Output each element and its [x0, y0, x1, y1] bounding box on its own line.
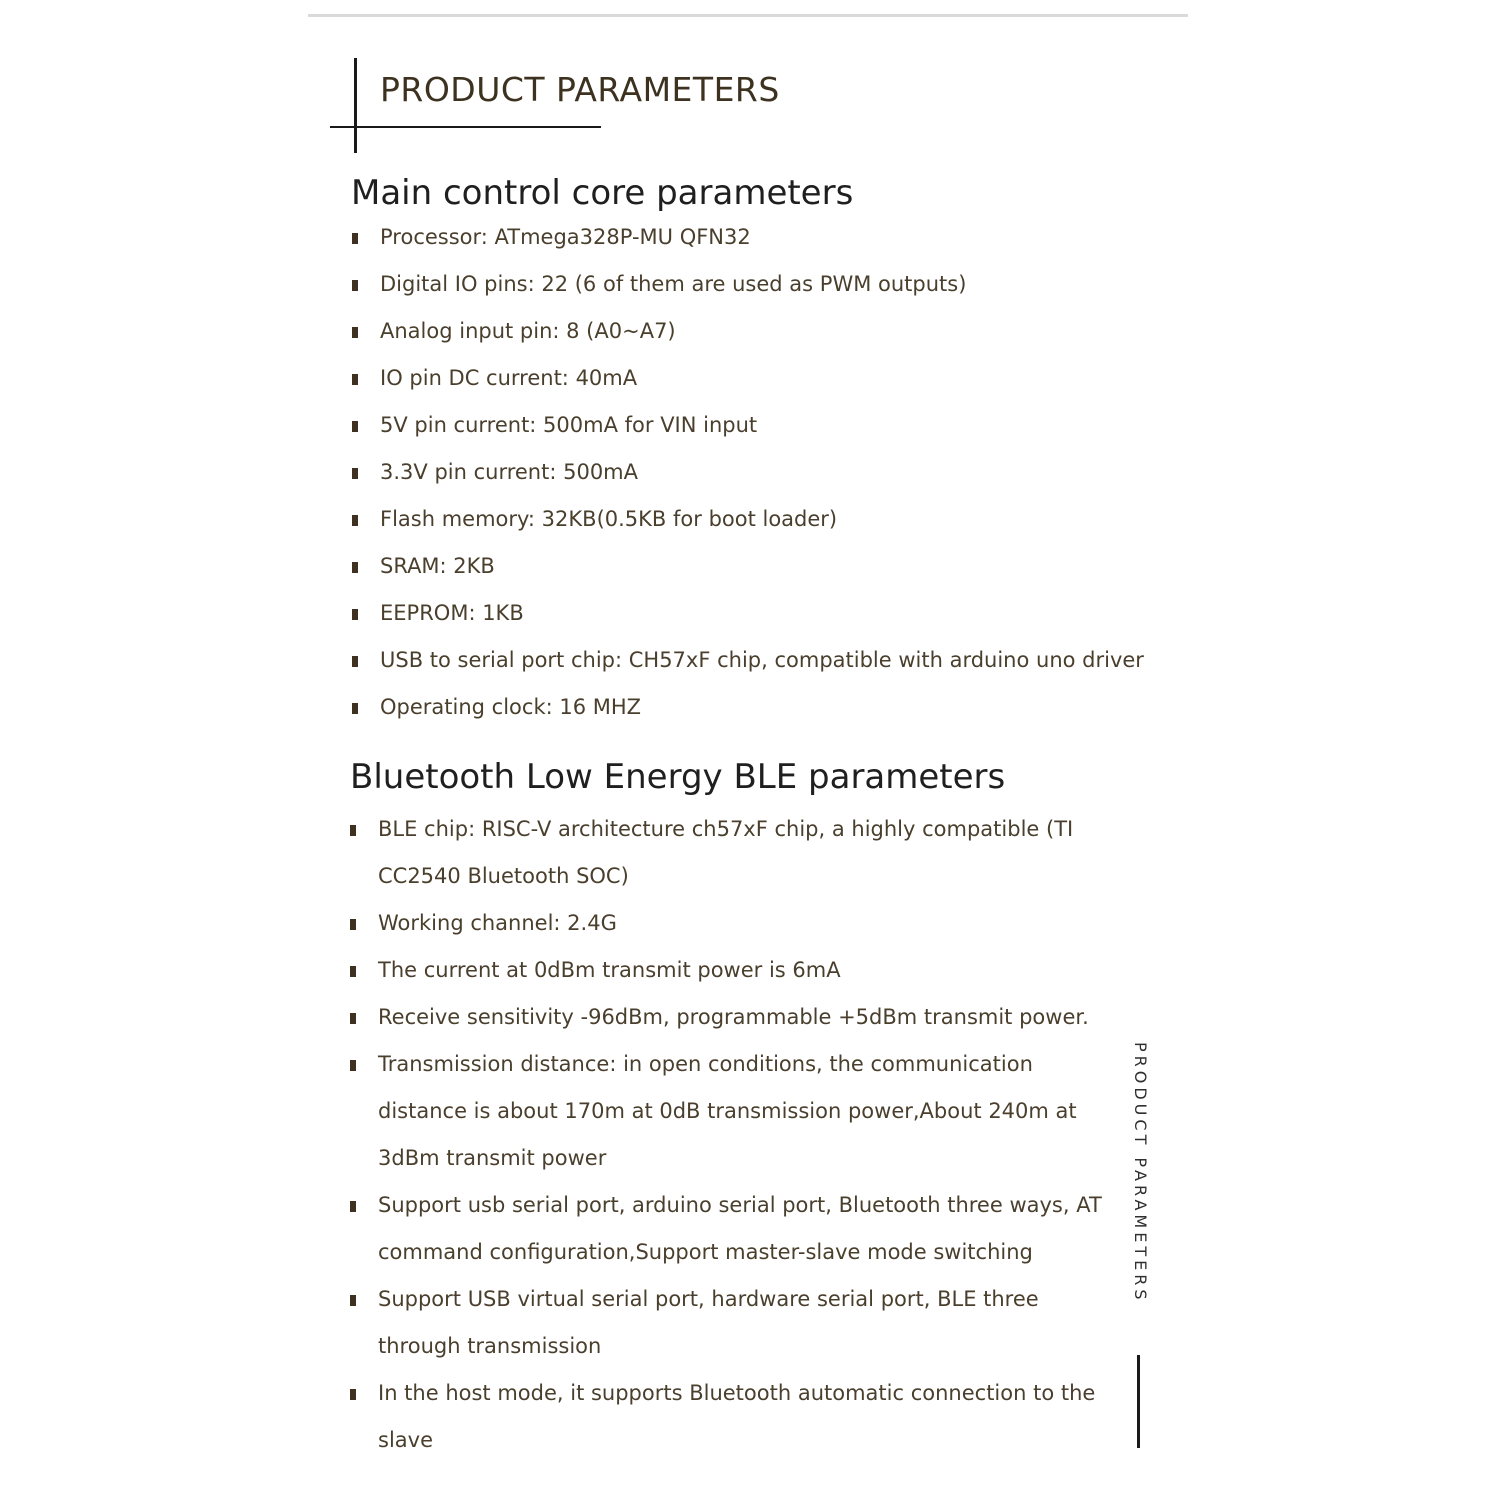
bullet-icon — [350, 1060, 356, 1071]
list-item — [348, 994, 1118, 1041]
main-control-param-list — [350, 214, 1144, 731]
bullet-icon — [350, 919, 356, 930]
list-item-text: Transmission distance: in open conditions, the communication distance is about 170m at 0dB transmission power,About 240m at 3dBm transmit power — [378, 1052, 1077, 1170]
list-item — [350, 355, 1144, 402]
list-item — [350, 308, 1144, 355]
bullet-icon — [350, 825, 356, 836]
bullet-icon — [352, 562, 358, 573]
header-horizontal-line — [330, 126, 601, 128]
list-item — [350, 590, 1144, 637]
bullet-icon — [352, 515, 358, 526]
list-item-text: Working channel: 2.4G — [378, 911, 617, 935]
list-item — [348, 1370, 1118, 1464]
main-control-section-title: Main control core parameters — [351, 173, 854, 213]
list-item-text: 5V pin current: 500mA for VIN input — [380, 413, 758, 437]
side-vertical-line — [1137, 1355, 1140, 1448]
bullet-icon — [352, 280, 358, 291]
bullet-icon — [352, 468, 358, 479]
bullet-icon — [352, 656, 358, 667]
list-item — [348, 1041, 1118, 1182]
list-item — [348, 1182, 1118, 1276]
list-item-text: Flash memory: 32KB(0.5KB for boot loader) — [380, 507, 838, 531]
list-item-text: BLE chip: RISC-V architecture ch57xF chip, a highly compatible (TI CC2540 Bluetooth SOC) — [378, 817, 1074, 888]
bullet-icon — [350, 1295, 356, 1306]
list-item-text: Receive sensitivity -96dBm, programmable +5dBm transmit power. — [378, 1005, 1089, 1029]
bullet-icon — [350, 1389, 356, 1400]
header-vertical-line — [354, 58, 357, 153]
list-item-text: Processor: ATmega328P-MU QFN32 — [380, 225, 751, 249]
list-item-text: Support USB virtual serial port, hardware serial port, BLE three through transmission — [378, 1287, 1039, 1358]
list-item-text: Digital IO pins: 22 (6 of them are used as PWM outputs) — [380, 272, 967, 296]
list-item-text: Support usb serial port, arduino serial port, Bluetooth three ways, AT command configuration,Support master-slave mode switching — [378, 1193, 1102, 1264]
bullet-icon — [352, 421, 358, 432]
list-item — [350, 449, 1144, 496]
list-item-text: EEPROM: 1KB — [380, 601, 524, 625]
bullet-icon — [350, 966, 356, 977]
side-label: PRODUCT PARAMETERS — [1131, 1042, 1150, 1304]
list-item — [348, 1276, 1118, 1370]
list-item — [350, 543, 1144, 590]
list-item-text: Analog input pin: 8 (A0~A7) — [380, 319, 676, 343]
top-divider — [308, 14, 1188, 17]
bullet-icon — [352, 327, 358, 338]
bullet-icon — [352, 233, 358, 244]
list-item — [350, 261, 1144, 308]
page-title: PRODUCT PARAMETERS — [380, 70, 780, 109]
list-item-text: The current at 0dBm transmit power is 6mA — [378, 958, 841, 982]
list-item-text: In the host mode, it supports Bluetooth automatic connection to the slave — [378, 1381, 1096, 1452]
list-item — [350, 402, 1144, 449]
list-item — [350, 684, 1144, 731]
list-item — [350, 214, 1144, 261]
bullet-icon — [352, 703, 358, 714]
list-item — [348, 947, 1118, 994]
list-item — [348, 806, 1118, 900]
list-item — [350, 496, 1144, 543]
bullet-icon — [352, 609, 358, 620]
list-item-text: 3.3V pin current: 500mA — [380, 460, 638, 484]
list-item-text: Operating clock: 16 MHZ — [380, 695, 642, 719]
bullet-icon — [350, 1201, 356, 1212]
list-item-text: IO pin DC current: 40mA — [380, 366, 638, 390]
ble-param-list — [348, 806, 1118, 1464]
bullet-icon — [352, 374, 358, 385]
bullet-icon — [350, 1013, 356, 1024]
list-item-text: SRAM: 2KB — [380, 554, 495, 578]
list-item — [350, 637, 1144, 684]
ble-section-title: Bluetooth Low Energy BLE parameters — [350, 757, 1006, 797]
list-item — [348, 900, 1118, 947]
list-item-text: USB to serial port chip: CH57xF chip, compatible with arduino uno driver — [380, 648, 1144, 672]
